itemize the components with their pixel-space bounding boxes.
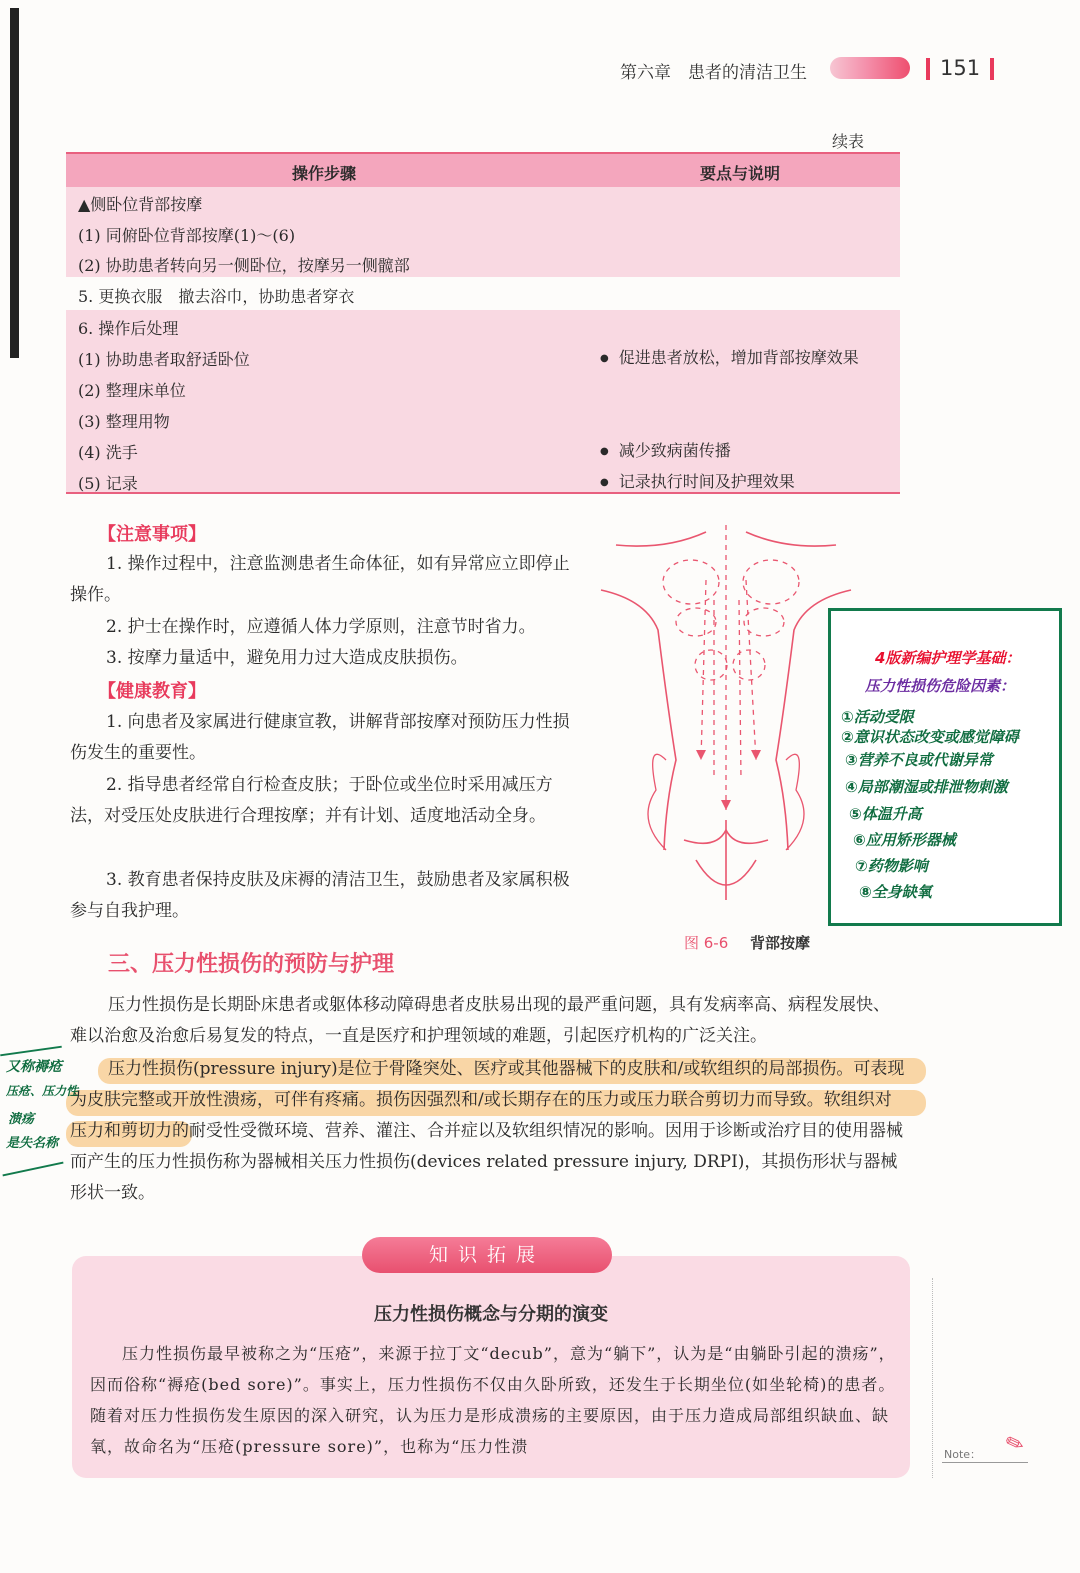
knowledge-title: 压力性损伤概念与分期的演变 xyxy=(374,1304,608,1325)
chapter-title: 第六章 患者的清洁卫生 xyxy=(620,63,807,83)
table-row-group xyxy=(66,310,900,494)
margin-note-line: 溃疡 xyxy=(8,1112,35,1127)
header-divider xyxy=(990,58,994,80)
note-item: ⑥应用矫形器械 xyxy=(853,831,956,849)
notes-item: 2. 护士在操作时，应遵循人体力学原则，注意节时省力。 xyxy=(106,617,536,637)
margin-note-line: 是失名称 xyxy=(6,1136,59,1151)
page-number: 151 xyxy=(940,56,981,80)
notes-item: 1. 操作过程中，注意监测患者生命体征，如有异常应立即停止操作。 xyxy=(70,554,570,605)
handwritten-note-box xyxy=(828,608,1062,926)
table-cell-note: ● 促进患者放松，增加背部按摩效果 xyxy=(600,345,859,368)
section-paragraph: 压力性损伤是长期卧床患者或躯体移动障碍患者皮肤易出现的最严重问题，具有发病率高、病程发展快、难以治愈及治愈后易复发的特点，一直是医疗和护理领域的难题，引起医疗机构的广泛关注。 xyxy=(70,995,890,1046)
table-row-group xyxy=(66,187,900,277)
note-item: ②意识状态改变或感觉障碍 xyxy=(841,728,1019,746)
pen-icon: ✎ xyxy=(1002,1429,1029,1460)
table-cell: (2) 协助患者转向另一侧卧位，按摩另一侧髋部 xyxy=(78,256,410,275)
table-cell: (1) 协助患者取舒适卧位 xyxy=(78,350,250,369)
health-item: 2. 指导患者经常自行检查皮肤；于卧位或坐位时采用减压方法，对受压处皮肤进行合理按摩；并有计划、适度地活动全身。 xyxy=(70,775,553,826)
table-cell: (3) 整理用物 xyxy=(78,412,170,431)
note-subtitle: 压力性损伤危险因素： xyxy=(865,677,1016,695)
table-row xyxy=(66,279,900,309)
notes-heading: 【注意事项】 xyxy=(98,524,206,545)
table-cell-note: ● 记录执行时间及护理效果 xyxy=(600,469,795,492)
note-item: ①活动受限 xyxy=(841,708,914,726)
margin-handwriting xyxy=(0,1040,79,1176)
table-cell: (5) 记录 xyxy=(78,474,138,493)
table-cell: 5. 更换衣服 撤去浴巾，协助患者穿衣 xyxy=(78,287,355,306)
note-item: ④局部潮湿或排泄物刺激 xyxy=(845,778,1008,796)
section-paragraph: 压力性损伤(pressure injury)是位于骨隆突处、医疗或其他器械下的皮肤和/或软组织的局部损伤。可表现为皮肤完整或开放性溃疡，可伴有疼痛。损伤因强烈和/或长期存在的压力或压力联合剪切力而导致。软组织对压力和剪切力的耐受性受微环境、营养、灌注、合并症以及软组织情况的影响。因用于诊断或治疗目的使用器械而产生的压力性损伤称为器械相关压力性损伤(devices related pressure injury, DRPI)，其损伤形状与器械形状一致。 xyxy=(70,1059,905,1203)
margin-note-line: 又称褥疮 xyxy=(6,1059,62,1075)
health-item: 1. 向患者及家属进行健康宣教，讲解背部按摩对预防压力性损伤发生的重要性。 xyxy=(70,712,570,763)
column-header-steps: 操作步骤 xyxy=(292,164,357,183)
note-underline xyxy=(942,1462,1028,1463)
health-heading: 【健康教育】 xyxy=(98,681,206,702)
table-cell: (1) 同俯卧位背部按摩(1)～(6) xyxy=(78,226,296,245)
header-divider xyxy=(926,58,930,80)
column-header-notes: 要点与说明 xyxy=(700,164,781,183)
table-cell: ▲侧卧位背部按摩 xyxy=(78,195,203,214)
table-cell: 6. 操作后处理 xyxy=(78,319,179,338)
note-label: Note： xyxy=(944,1448,982,1461)
health-item: 3. 教育患者保持皮肤及床褥的清洁卫生，鼓励患者及家属积极参与自我护理。 xyxy=(70,870,570,921)
knowledge-banner: 知识拓展 xyxy=(362,1237,612,1273)
note-item: ⑧全身缺氧 xyxy=(859,883,932,901)
header-decoration xyxy=(830,57,910,79)
margin-note-line: 压疮、压力性 xyxy=(6,1084,79,1098)
back-massage-illustration xyxy=(596,520,856,930)
table-continued-label: 续表 xyxy=(832,132,865,151)
table-header xyxy=(66,152,900,189)
table-cell: (4) 洗手 xyxy=(78,443,138,462)
note-item: ⑤体温升高 xyxy=(849,805,922,823)
notes-item: 3. 按摩力量适中，避免用力过大造成皮肤损伤。 xyxy=(106,648,468,668)
binding-edge xyxy=(10,8,19,358)
note-item: ⑦药物影响 xyxy=(855,857,928,875)
figure-caption: 背部按摩 xyxy=(750,934,811,952)
knowledge-box xyxy=(72,1256,910,1478)
note-item: ③营养不良或代谢异常 xyxy=(845,751,993,769)
figure-number: 图 6-6 xyxy=(684,934,729,952)
table-cell: (2) 整理床单位 xyxy=(78,381,186,400)
section-title: 三、压力性损伤的预防与护理 xyxy=(108,952,395,977)
table-cell-note: ● 减少致病菌传播 xyxy=(600,438,731,461)
knowledge-text: 压力性损伤最早被称之为“压疮”，来源于拉丁文“decub”，意为“躺下”，认为是“由躺卧引起的溃疡”，因而俗称“褥疮(bed sore)”。事实上，压力性损伤不仅由久卧所致，还发生于长期坐位(如坐轮椅)的患者。随着对压力性损伤发生原因的深入研究，认为压力是形成溃疡的主要原因，由于压力造成局部组织缺血、缺氧，故命名为“压疮(pressure sore)”，也称为“压力性溃 xyxy=(90,1344,896,1456)
note-margin-line xyxy=(932,1278,933,1478)
note-title: 4版新编护理学基础： xyxy=(875,649,1021,667)
